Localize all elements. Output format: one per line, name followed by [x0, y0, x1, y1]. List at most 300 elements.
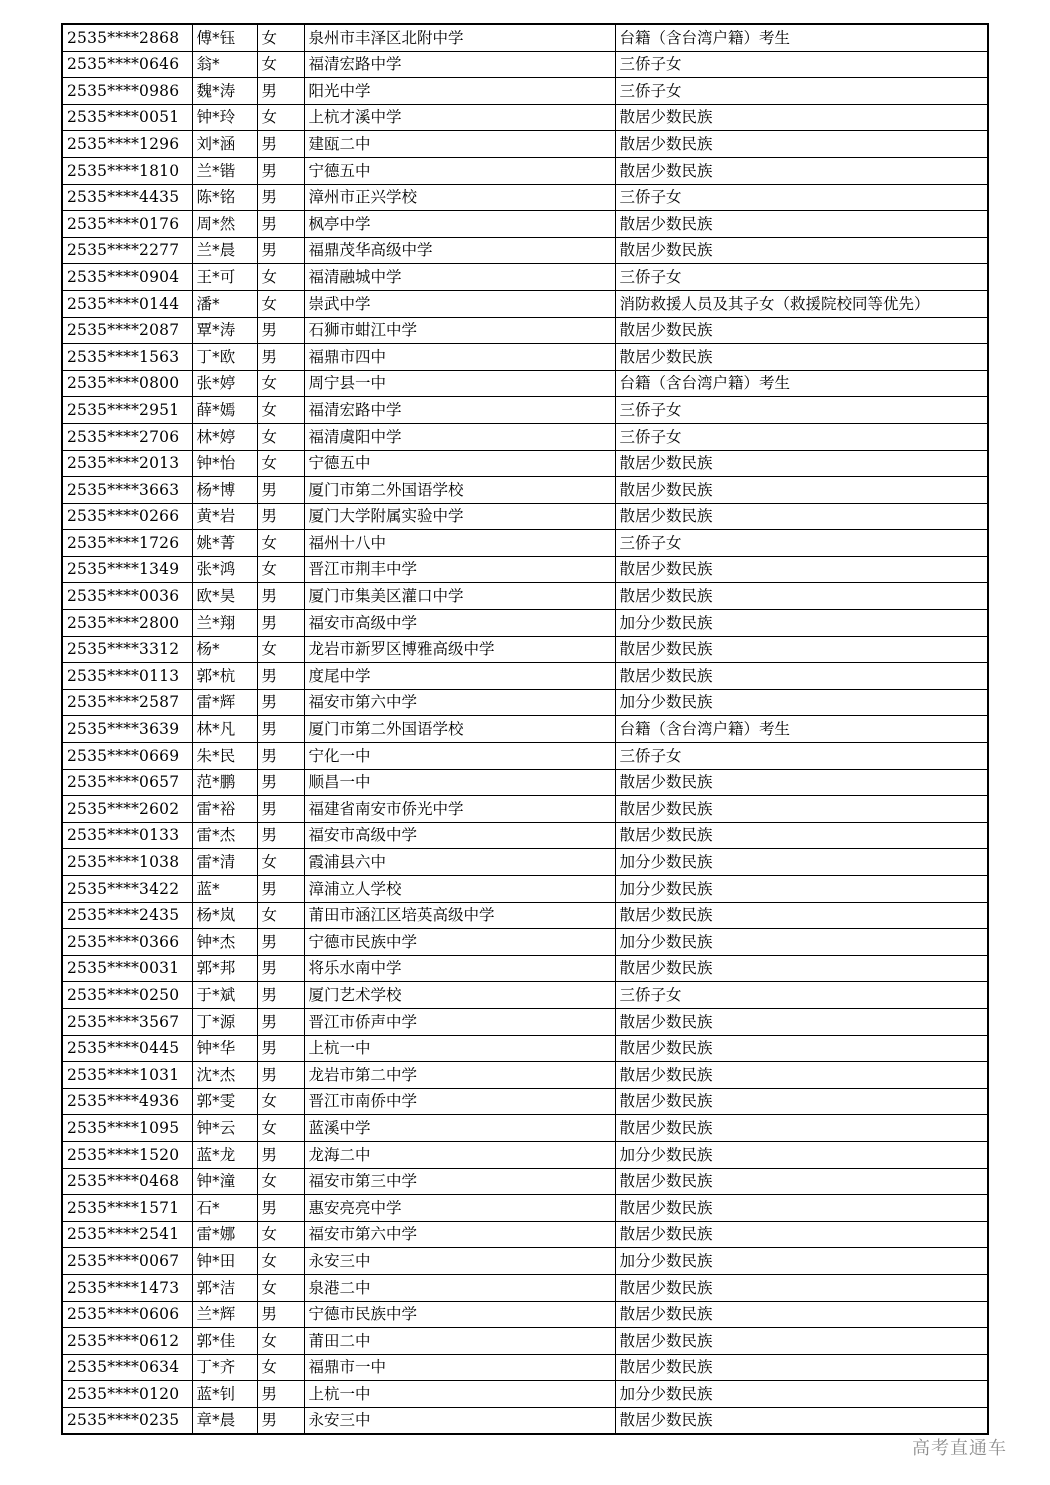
cell-category: 散居少数民族 [615, 477, 988, 504]
cell-school: 上杭一中 [304, 1381, 615, 1408]
table-row [62, 902, 988, 929]
candidate-table-body [62, 24, 988, 1434]
cell-school: 福安市高级中学 [304, 822, 615, 849]
cell-exam-id: 2535****2087 [62, 317, 192, 344]
cell-school: 永安三中 [304, 1407, 615, 1434]
cell-gender: 男 [257, 1062, 304, 1089]
cell-gender: 女 [257, 1248, 304, 1275]
cell-name: 陈*铭 [192, 184, 257, 211]
cell-exam-id: 2535****0051 [62, 104, 192, 131]
cell-gender: 男 [257, 1301, 304, 1328]
table-row [62, 211, 988, 238]
table-row [62, 556, 988, 583]
cell-name: 于*斌 [192, 982, 257, 1009]
cell-category: 加分少数民族 [615, 849, 988, 876]
cell-school: 建瓯二中 [304, 131, 615, 158]
cell-category: 台籍（含台湾户籍）考生 [615, 370, 988, 397]
cell-category: 散居少数民族 [615, 211, 988, 238]
cell-school: 厦门艺术学校 [304, 982, 615, 1009]
cell-school: 厦门市第二外国语学校 [304, 477, 615, 504]
cell-school: 蓝溪中学 [304, 1115, 615, 1142]
table-row [62, 503, 988, 530]
cell-exam-id: 2535****0250 [62, 982, 192, 1009]
cell-school: 上杭才溪中学 [304, 104, 615, 131]
cell-exam-id: 2535****2013 [62, 450, 192, 477]
cell-category: 台籍（含台湾户籍）考生 [615, 24, 988, 51]
table-row [62, 1115, 988, 1142]
cell-school: 将乐水南中学 [304, 955, 615, 982]
cell-name: 薛*嫣 [192, 397, 257, 424]
cell-name: 杨*岚 [192, 902, 257, 929]
cell-gender: 男 [257, 876, 304, 903]
cell-exam-id: 2535****0144 [62, 290, 192, 317]
cell-exam-id: 2535****1571 [62, 1195, 192, 1222]
cell-name: 钟*云 [192, 1115, 257, 1142]
cell-name: 范*鹏 [192, 769, 257, 796]
cell-name: 兰*晨 [192, 237, 257, 264]
cell-exam-id: 2535****4936 [62, 1088, 192, 1115]
cell-name: 兰*翔 [192, 610, 257, 637]
table-row [62, 822, 988, 849]
cell-category: 散居少数民族 [615, 1035, 988, 1062]
cell-name: 钟*玲 [192, 104, 257, 131]
cell-exam-id: 2535****0266 [62, 503, 192, 530]
cell-category: 加分少数民族 [615, 1248, 988, 1275]
cell-exam-id: 2535****0113 [62, 663, 192, 690]
table-row [62, 344, 988, 371]
table-row [62, 397, 988, 424]
cell-exam-id: 2535****2602 [62, 796, 192, 823]
cell-category: 散居少数民族 [615, 1115, 988, 1142]
cell-gender: 女 [257, 397, 304, 424]
table-row [62, 689, 988, 716]
cell-school: 晋江市荆丰中学 [304, 556, 615, 583]
cell-category: 散居少数民族 [615, 796, 988, 823]
cell-gender: 女 [257, 423, 304, 450]
cell-exam-id: 2535****1038 [62, 849, 192, 876]
table-row [62, 290, 988, 317]
table-row [62, 1195, 988, 1222]
cell-name: 钟*怡 [192, 450, 257, 477]
cell-name: 钟*杰 [192, 929, 257, 956]
cell-category: 散居少数民族 [615, 556, 988, 583]
table-row [62, 184, 988, 211]
cell-school: 宁德市民族中学 [304, 1301, 615, 1328]
cell-school: 福州十八中 [304, 530, 615, 557]
table-row [62, 1381, 988, 1408]
cell-category: 加分少数民族 [615, 610, 988, 637]
cell-exam-id: 2535****3567 [62, 1008, 192, 1035]
cell-gender: 男 [257, 237, 304, 264]
cell-name: 蓝*龙 [192, 1141, 257, 1168]
cell-exam-id: 2535****0612 [62, 1328, 192, 1355]
table-row [62, 1008, 988, 1035]
table-row [62, 1274, 988, 1301]
cell-name: 钟*华 [192, 1035, 257, 1062]
cell-exam-id: 2535****1095 [62, 1115, 192, 1142]
cell-name: 王*可 [192, 264, 257, 291]
table-row [62, 955, 988, 982]
table-row [62, 477, 988, 504]
cell-gender: 男 [257, 344, 304, 371]
table-row [62, 51, 988, 78]
cell-category: 散居少数民族 [615, 663, 988, 690]
cell-category: 消防救援人员及其子女（救援院校同等优先） [615, 290, 988, 317]
cell-gender: 男 [257, 689, 304, 716]
cell-category: 散居少数民族 [615, 955, 988, 982]
cell-exam-id: 2535****0120 [62, 1381, 192, 1408]
cell-category: 散居少数民族 [615, 1354, 988, 1381]
table-row [62, 929, 988, 956]
table-row [62, 982, 988, 1009]
cell-exam-id: 2535****0669 [62, 743, 192, 770]
table-row [62, 1035, 988, 1062]
cell-exam-id: 2535****0366 [62, 929, 192, 956]
cell-school: 福清宏路中学 [304, 397, 615, 424]
cell-gender: 男 [257, 743, 304, 770]
table-row [62, 716, 988, 743]
cell-school: 厦门市第二外国语学校 [304, 716, 615, 743]
cell-gender: 男 [257, 822, 304, 849]
cell-category: 散居少数民族 [615, 1274, 988, 1301]
cell-name: 钟*潼 [192, 1168, 257, 1195]
cell-category: 加分少数民族 [615, 929, 988, 956]
table-row [62, 423, 988, 450]
cell-exam-id: 2535****3422 [62, 876, 192, 903]
table-row [62, 1141, 988, 1168]
cell-school: 福清虞阳中学 [304, 423, 615, 450]
table-row [62, 131, 988, 158]
table-row [62, 530, 988, 557]
table-row [62, 1088, 988, 1115]
cell-name: 翁* [192, 51, 257, 78]
table-row [62, 157, 988, 184]
cell-category: 三侨子女 [615, 982, 988, 1009]
cell-school: 霞浦县六中 [304, 849, 615, 876]
table-row [62, 370, 988, 397]
cell-exam-id: 2535****1349 [62, 556, 192, 583]
cell-exam-id: 2535****2868 [62, 24, 192, 51]
cell-category: 三侨子女 [615, 184, 988, 211]
cell-name: 杨*博 [192, 477, 257, 504]
table-row [62, 849, 988, 876]
cell-school: 莆田二中 [304, 1328, 615, 1355]
cell-exam-id: 2535****2541 [62, 1221, 192, 1248]
cell-exam-id: 2535****1473 [62, 1274, 192, 1301]
cell-school: 福安市第六中学 [304, 689, 615, 716]
cell-category: 散居少数民族 [615, 317, 988, 344]
cell-school: 龙海二中 [304, 1141, 615, 1168]
cell-exam-id: 2535****2800 [62, 610, 192, 637]
cell-category: 散居少数民族 [615, 769, 988, 796]
cell-school: 福建省南安市侨光中学 [304, 796, 615, 823]
cell-gender: 男 [257, 769, 304, 796]
cell-gender: 男 [257, 982, 304, 1009]
cell-exam-id: 2535****0606 [62, 1301, 192, 1328]
table-row [62, 78, 988, 105]
cell-exam-id: 2535****3663 [62, 477, 192, 504]
cell-gender: 女 [257, 1221, 304, 1248]
cell-exam-id: 2535****0031 [62, 955, 192, 982]
cell-exam-id: 2535****1563 [62, 344, 192, 371]
cell-category: 散居少数民族 [615, 902, 988, 929]
cell-school: 周宁县一中 [304, 370, 615, 397]
table-row [62, 1221, 988, 1248]
cell-name: 傅*钰 [192, 24, 257, 51]
cell-name: 郭*杭 [192, 663, 257, 690]
cell-name: 沈*杰 [192, 1062, 257, 1089]
cell-gender: 男 [257, 78, 304, 105]
cell-exam-id: 2535****0445 [62, 1035, 192, 1062]
cell-gender: 男 [257, 157, 304, 184]
cell-school: 福鼎市一中 [304, 1354, 615, 1381]
table-row [62, 1248, 988, 1275]
cell-name: 丁*欧 [192, 344, 257, 371]
cell-name: 张*婷 [192, 370, 257, 397]
cell-gender: 男 [257, 1035, 304, 1062]
cell-name: 林*凡 [192, 716, 257, 743]
cell-school: 福安市第三中学 [304, 1168, 615, 1195]
cell-exam-id: 2535****2706 [62, 423, 192, 450]
cell-gender: 女 [257, 290, 304, 317]
cell-name: 郭*雯 [192, 1088, 257, 1115]
cell-school: 福清宏路中学 [304, 51, 615, 78]
cell-name: 覃*涛 [192, 317, 257, 344]
cell-exam-id: 2535****1726 [62, 530, 192, 557]
cell-name: 林*婷 [192, 423, 257, 450]
cell-exam-id: 2535****0468 [62, 1168, 192, 1195]
cell-school: 顺昌一中 [304, 769, 615, 796]
cell-school: 晋江市侨声中学 [304, 1008, 615, 1035]
cell-exam-id: 2535****1520 [62, 1141, 192, 1168]
cell-exam-id: 2535****0657 [62, 769, 192, 796]
table-row [62, 1407, 988, 1434]
cell-name: 杨* [192, 636, 257, 663]
cell-exam-id: 2535****4435 [62, 184, 192, 211]
cell-exam-id: 2535****2435 [62, 902, 192, 929]
table-row [62, 1062, 988, 1089]
table-row [62, 769, 988, 796]
cell-name: 蓝*钊 [192, 1381, 257, 1408]
cell-school: 福安市第六中学 [304, 1221, 615, 1248]
cell-category: 三侨子女 [615, 423, 988, 450]
cell-school: 龙岩市第二中学 [304, 1062, 615, 1089]
cell-gender: 女 [257, 556, 304, 583]
cell-gender: 男 [257, 131, 304, 158]
cell-gender: 女 [257, 370, 304, 397]
cell-gender: 女 [257, 1328, 304, 1355]
cell-category: 散居少数民族 [615, 1328, 988, 1355]
cell-gender: 男 [257, 477, 304, 504]
cell-exam-id: 2535****0800 [62, 370, 192, 397]
cell-exam-id: 2535****0646 [62, 51, 192, 78]
cell-gender: 女 [257, 636, 304, 663]
cell-name: 张*鸿 [192, 556, 257, 583]
cell-exam-id: 2535****0176 [62, 211, 192, 238]
cell-exam-id: 2535****0235 [62, 1407, 192, 1434]
cell-gender: 男 [257, 503, 304, 530]
cell-exam-id: 2535****0036 [62, 583, 192, 610]
cell-school: 晋江市南侨中学 [304, 1088, 615, 1115]
cell-school: 福清融城中学 [304, 264, 615, 291]
cell-category: 散居少数民族 [615, 450, 988, 477]
cell-exam-id: 2535****2277 [62, 237, 192, 264]
table-row [62, 237, 988, 264]
cell-category: 散居少数民族 [615, 503, 988, 530]
cell-category: 散居少数民族 [615, 1062, 988, 1089]
cell-name: 潘* [192, 290, 257, 317]
cell-school: 泉州市丰泽区北附中学 [304, 24, 615, 51]
cell-school: 崇武中学 [304, 290, 615, 317]
cell-exam-id: 2535****2587 [62, 689, 192, 716]
cell-name: 朱*民 [192, 743, 257, 770]
cell-name: 郭*洁 [192, 1274, 257, 1301]
cell-gender: 女 [257, 530, 304, 557]
cell-gender: 男 [257, 317, 304, 344]
table-row [62, 796, 988, 823]
table-row [62, 876, 988, 903]
table-row [62, 450, 988, 477]
cell-school: 莆田市涵江区培英高级中学 [304, 902, 615, 929]
cell-gender: 女 [257, 24, 304, 51]
cell-school: 厦门大学附属实验中学 [304, 503, 615, 530]
cell-exam-id: 2535****1031 [62, 1062, 192, 1089]
cell-category: 散居少数民族 [615, 237, 988, 264]
cell-category: 散居少数民族 [615, 583, 988, 610]
cell-gender: 男 [257, 955, 304, 982]
cell-category: 三侨子女 [615, 397, 988, 424]
cell-name: 丁*齐 [192, 1354, 257, 1381]
cell-school: 宁德五中 [304, 157, 615, 184]
cell-name: 魏*涛 [192, 78, 257, 105]
cell-exam-id: 2535****1296 [62, 131, 192, 158]
table-row [62, 636, 988, 663]
table-row [62, 743, 988, 770]
cell-gender: 女 [257, 104, 304, 131]
cell-name: 雷*娜 [192, 1221, 257, 1248]
cell-name: 黄*岩 [192, 503, 257, 530]
cell-gender: 女 [257, 1274, 304, 1301]
cell-name: 石* [192, 1195, 257, 1222]
cell-exam-id: 2535****0634 [62, 1354, 192, 1381]
cell-name: 兰*锴 [192, 157, 257, 184]
cell-category: 加分少数民族 [615, 1141, 988, 1168]
cell-gender: 男 [257, 1141, 304, 1168]
cell-school: 福安市高级中学 [304, 610, 615, 637]
cell-category: 散居少数民族 [615, 636, 988, 663]
cell-school: 上杭一中 [304, 1035, 615, 1062]
cell-school: 福鼎茂华高级中学 [304, 237, 615, 264]
table-row [62, 24, 988, 51]
cell-gender: 女 [257, 1088, 304, 1115]
cell-name: 蓝* [192, 876, 257, 903]
cell-name: 丁*源 [192, 1008, 257, 1035]
cell-school: 枫亭中学 [304, 211, 615, 238]
cell-category: 加分少数民族 [615, 1381, 988, 1408]
cell-exam-id: 2535****0986 [62, 78, 192, 105]
table-row [62, 1328, 988, 1355]
cell-school: 宁德市民族中学 [304, 929, 615, 956]
cell-name: 雷*清 [192, 849, 257, 876]
cell-category: 三侨子女 [615, 530, 988, 557]
cell-name: 章*晨 [192, 1407, 257, 1434]
cell-name: 雷*杰 [192, 822, 257, 849]
table-row [62, 1301, 988, 1328]
cell-school: 宁化一中 [304, 743, 615, 770]
cell-category: 散居少数民族 [615, 157, 988, 184]
cell-gender: 男 [257, 716, 304, 743]
watermark: 高考直通车 [912, 1438, 1007, 1459]
cell-exam-id: 2535****3312 [62, 636, 192, 663]
cell-name: 郭*邦 [192, 955, 257, 982]
cell-gender: 男 [257, 929, 304, 956]
table-row [62, 583, 988, 610]
cell-gender: 男 [257, 1008, 304, 1035]
cell-category: 散居少数民族 [615, 131, 988, 158]
cell-gender: 女 [257, 902, 304, 929]
cell-school: 度尾中学 [304, 663, 615, 690]
table-row [62, 663, 988, 690]
cell-name: 郭*佳 [192, 1328, 257, 1355]
cell-category: 加分少数民族 [615, 876, 988, 903]
cell-school: 厦门市集美区灌口中学 [304, 583, 615, 610]
cell-name: 雷*辉 [192, 689, 257, 716]
cell-category: 散居少数民族 [615, 1168, 988, 1195]
cell-exam-id: 2535****1810 [62, 157, 192, 184]
cell-gender: 男 [257, 211, 304, 238]
table-row [62, 264, 988, 291]
table-row [62, 317, 988, 344]
cell-name: 周*然 [192, 211, 257, 238]
cell-exam-id: 2535****3639 [62, 716, 192, 743]
cell-category: 散居少数民族 [615, 344, 988, 371]
cell-school: 漳浦立人学校 [304, 876, 615, 903]
cell-school: 永安三中 [304, 1248, 615, 1275]
cell-name: 钟*田 [192, 1248, 257, 1275]
cell-gender: 女 [257, 450, 304, 477]
cell-name: 雷*裕 [192, 796, 257, 823]
cell-category: 散居少数民族 [615, 1407, 988, 1434]
cell-gender: 男 [257, 1407, 304, 1434]
cell-school: 龙岩市新罗区博雅高级中学 [304, 636, 615, 663]
cell-gender: 女 [257, 1115, 304, 1142]
cell-category: 散居少数民族 [615, 1301, 988, 1328]
cell-gender: 女 [257, 1168, 304, 1195]
cell-exam-id: 2535****0067 [62, 1248, 192, 1275]
cell-school: 泉港二中 [304, 1274, 615, 1301]
cell-category: 散居少数民族 [615, 1221, 988, 1248]
cell-name: 欧*昊 [192, 583, 257, 610]
cell-gender: 女 [257, 264, 304, 291]
candidate-table [61, 23, 989, 1435]
table-row [62, 104, 988, 131]
cell-category: 三侨子女 [615, 743, 988, 770]
cell-category: 散居少数民族 [615, 104, 988, 131]
cell-name: 刘*涵 [192, 131, 257, 158]
cell-gender: 男 [257, 663, 304, 690]
cell-gender: 男 [257, 184, 304, 211]
cell-name: 姚*菁 [192, 530, 257, 557]
cell-gender: 男 [257, 796, 304, 823]
cell-category: 加分少数民族 [615, 689, 988, 716]
cell-school: 阳光中学 [304, 78, 615, 105]
cell-category: 台籍（含台湾户籍）考生 [615, 716, 988, 743]
cell-exam-id: 2535****0133 [62, 822, 192, 849]
cell-school: 福鼎市四中 [304, 344, 615, 371]
cell-category: 散居少数民族 [615, 1008, 988, 1035]
cell-gender: 女 [257, 51, 304, 78]
cell-category: 三侨子女 [615, 51, 988, 78]
